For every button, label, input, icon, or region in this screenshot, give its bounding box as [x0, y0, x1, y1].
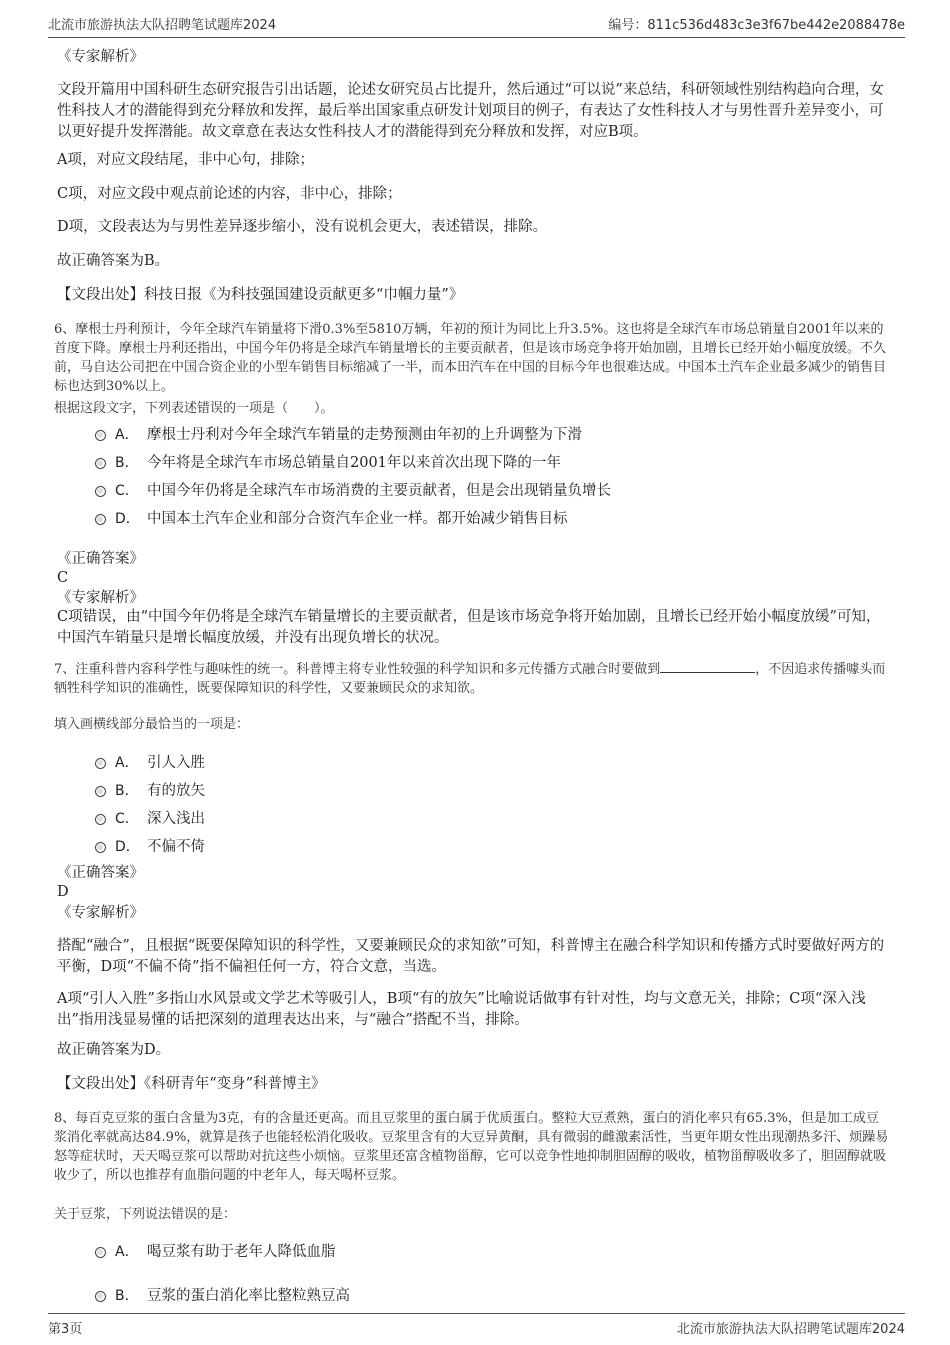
q7-source: 【文段出处】《科研青年“变身”科普博主》 [57, 1076, 326, 1092]
q7-stem [54, 660, 889, 698]
radio-icon[interactable] [95, 842, 106, 853]
radio-icon[interactable] [95, 1247, 106, 1258]
option-key: D． [115, 838, 140, 855]
option-text: 中国本土汽车企业和部分合资汽车企业一样。都开始减少销售目标 [147, 511, 568, 527]
q6-answer: C [57, 570, 69, 586]
option-text: 今年将是全球汽车市场总销量自2001年以来首次出现下降的一年 [147, 455, 561, 471]
option-text: 不偏不倚 [147, 839, 205, 855]
q8-stem: 8、每百克豆浆的蛋白含量为3克，有的含量还更高。而且豆浆里的蛋白属于优质蛋白。整粒大豆煮熟，蛋白的消化率只有65.3%，但是加工成豆浆消化率就高达84.9%，就算是孩子也能轻松消化吸收。豆浆里含有的大豆异黄酮，具有微弱的雌激素活性，当更年期女性出现潮热多汗、烦躁易怒等症状时，天天喝豆浆可以帮助对抗这些小烦恼。豆浆里还富含植物甾醇，它可以竞争性地抑制胆固醇的吸收，植物甾醇吸收多了，胆固醇就吸收少了，所以也推荐有血脂问题的中老年人，每天喝杯豆浆。 [54, 1111, 889, 1183]
fill-blank [660, 660, 755, 673]
radio-icon[interactable] [95, 458, 106, 469]
option-key: C． [115, 810, 139, 827]
header-title: 北流市旅游执法大队招聘笔试题库2024 [48, 18, 277, 33]
q7-option-d[interactable] [95, 835, 205, 856]
q5-source: 【文段出处】科技日报《为科技强国建设贡献更多“巾帼力量”》 [57, 287, 464, 303]
option-text: 有的放矢 [147, 783, 205, 799]
q6-option-a[interactable] [95, 423, 582, 444]
q7-analysis-2: A项“引人入胜”多指山水风景或文学艺术等吸引人，B项“有的放矢”比喻说话做事有针对性，均与文意无关，排除；C项“深入浅出”指用浅显易懂的话把深刻的道理表达出来，与“融合”搭配不当，排除。 [57, 991, 866, 1028]
radio-icon[interactable] [95, 814, 106, 825]
option-key: A． [115, 426, 139, 443]
option-key: D． [115, 510, 140, 527]
q6-answer-label: 《正确答案》 [57, 551, 144, 567]
q5-option-c-note: C项，对应文段中观点前论述的内容，非中心，排除； [57, 186, 402, 202]
option-text: 喝豆浆有助于老年人降低血脂 [147, 1244, 336, 1260]
q7-option-c[interactable] [95, 807, 205, 828]
option-text: 引人入胜 [147, 755, 205, 771]
q7-option-a[interactable] [95, 751, 205, 772]
q8-option-a[interactable] [95, 1240, 336, 1261]
option-text: 中国今年仍将是全球汽车市场消费的主要贡献者，但是会出现销量负增长 [147, 483, 611, 499]
radio-icon[interactable] [95, 430, 106, 441]
option-text: 摩根士丹利对今年全球汽车销量的走势预测由年初的上升调整为下滑 [147, 427, 582, 443]
q5-expert-label: 《专家解析》 [57, 49, 144, 65]
q7-option-b[interactable] [95, 779, 205, 800]
q7-prompt: 填入画横线部分最恰当的一项是： [54, 717, 250, 732]
page-footer [48, 1313, 905, 1337]
q8-prompt: 关于豆浆，下列说法错误的是： [54, 1207, 237, 1222]
q6-option-d[interactable] [95, 507, 568, 528]
q5-conclusion: 故正确答案为B。 [57, 253, 170, 269]
q6-option-c[interactable] [95, 479, 611, 500]
q7-expert-label: 《专家解析》 [57, 905, 144, 921]
q5-option-a-note: A项，对应文段结尾，非中心句，排除； [57, 152, 314, 168]
q6-stem: 6、摩根士丹利预计，今年全球汽车销量将下滑0.3%至5810万辆，年初的预计为同比上升3.5%。这也将是全球汽车市场总销量自2001年以来的首度下降。摩根士丹利还指出，中国今年仍将是全球汽车销量增长的主要贡献者，但是该市场竞争将开始加剧，且增长已经开始小幅度放缓。不久前，马自达公司把在中国合资企业的小型车销售目标缩减了一半，而本田汽车在中国的目标今年也很难达成。中国本土汽车企业最多减少的销售目标也达到30%以上。 [54, 322, 887, 394]
radio-icon[interactable] [95, 486, 106, 497]
q6-analysis: C项错误，由“中国今年仍将是全球汽车销量增长的主要贡献者，但是该市场竞争将开始加剧，且增长已经开始小幅度放缓”可知，中国汽车销量只是增长幅度放缓，并没有出现负增长的状况。 [57, 609, 881, 646]
radio-icon[interactable] [95, 1291, 106, 1302]
q5-option-d-note: D项，文段表达为与男性差异逐步缩小，没有说机会更大，表述错误，排除。 [57, 219, 548, 235]
radio-icon[interactable] [95, 514, 106, 525]
q6-expert-label: 《专家解析》 [57, 590, 144, 606]
q7-answer: D [57, 884, 69, 900]
q6-option-b[interactable] [95, 451, 561, 472]
q7-answer-label: 《正确答案》 [57, 865, 144, 881]
option-key: B． [115, 1287, 139, 1304]
footer-title: 北流市旅游执法大队招聘笔试题库2024 [676, 1322, 905, 1337]
header-doc-id: 编号：811c536d483c3e3f67be442e2088478e [608, 18, 905, 33]
option-text: 豆浆的蛋白消化率比整粒熟豆高 [147, 1288, 350, 1304]
q7-conclusion: 故正确答案为D。 [57, 1042, 171, 1058]
q8-option-b[interactable] [95, 1284, 350, 1305]
option-key: C． [115, 482, 139, 499]
option-key: B． [115, 782, 139, 799]
page-header [48, 14, 905, 38]
page-number: 第3页 [48, 1322, 83, 1337]
q7-stem-part2: ，不因追求传播噱头而牺牲科学知识的准确性，既要保障知识的科学性，又要兼顾民众的求知欲。 [54, 662, 886, 696]
q6-prompt: 根据这段文字，下列表述错误的一项是（ ）。 [54, 401, 334, 416]
option-key: A． [115, 754, 139, 771]
option-key: A． [115, 1243, 139, 1260]
q7-analysis-1: 搭配“融合”，且根据“既要保障知识的科学性，又要兼顾民众的求知欲”可知，科普博主在融合科学知识和传播方式时要做好两方的平衡，D项“不偏不倚”指不偏袒任何一方，符合文意，当选。 [57, 938, 885, 975]
option-key: B． [115, 454, 139, 471]
option-text: 深入浅出 [147, 811, 205, 827]
radio-icon[interactable] [95, 786, 106, 797]
q5-analysis: 文段开篇用中国科研生态研究报告引出话题，论述女研究员占比提升，然后通过“可以说”来总结，科研领域性别结构趋向合理，女性科技人才的潜能得到充分释放和发挥，最后举出国家重点研发计划项目的例子，有表达了女性科技人才与男性晋升差异变小，可以更好提升发挥潜能。故文章意在表达女性科技人才的潜能得到充分释放和发挥，对应B项。 [57, 82, 884, 140]
q7-stem-part1: 7、注重科普内容科学性与趣味性的统一。科普博主将专业性较强的科学知识和多元传播方式融合时要做到 [54, 662, 661, 677]
radio-icon[interactable] [95, 758, 106, 769]
